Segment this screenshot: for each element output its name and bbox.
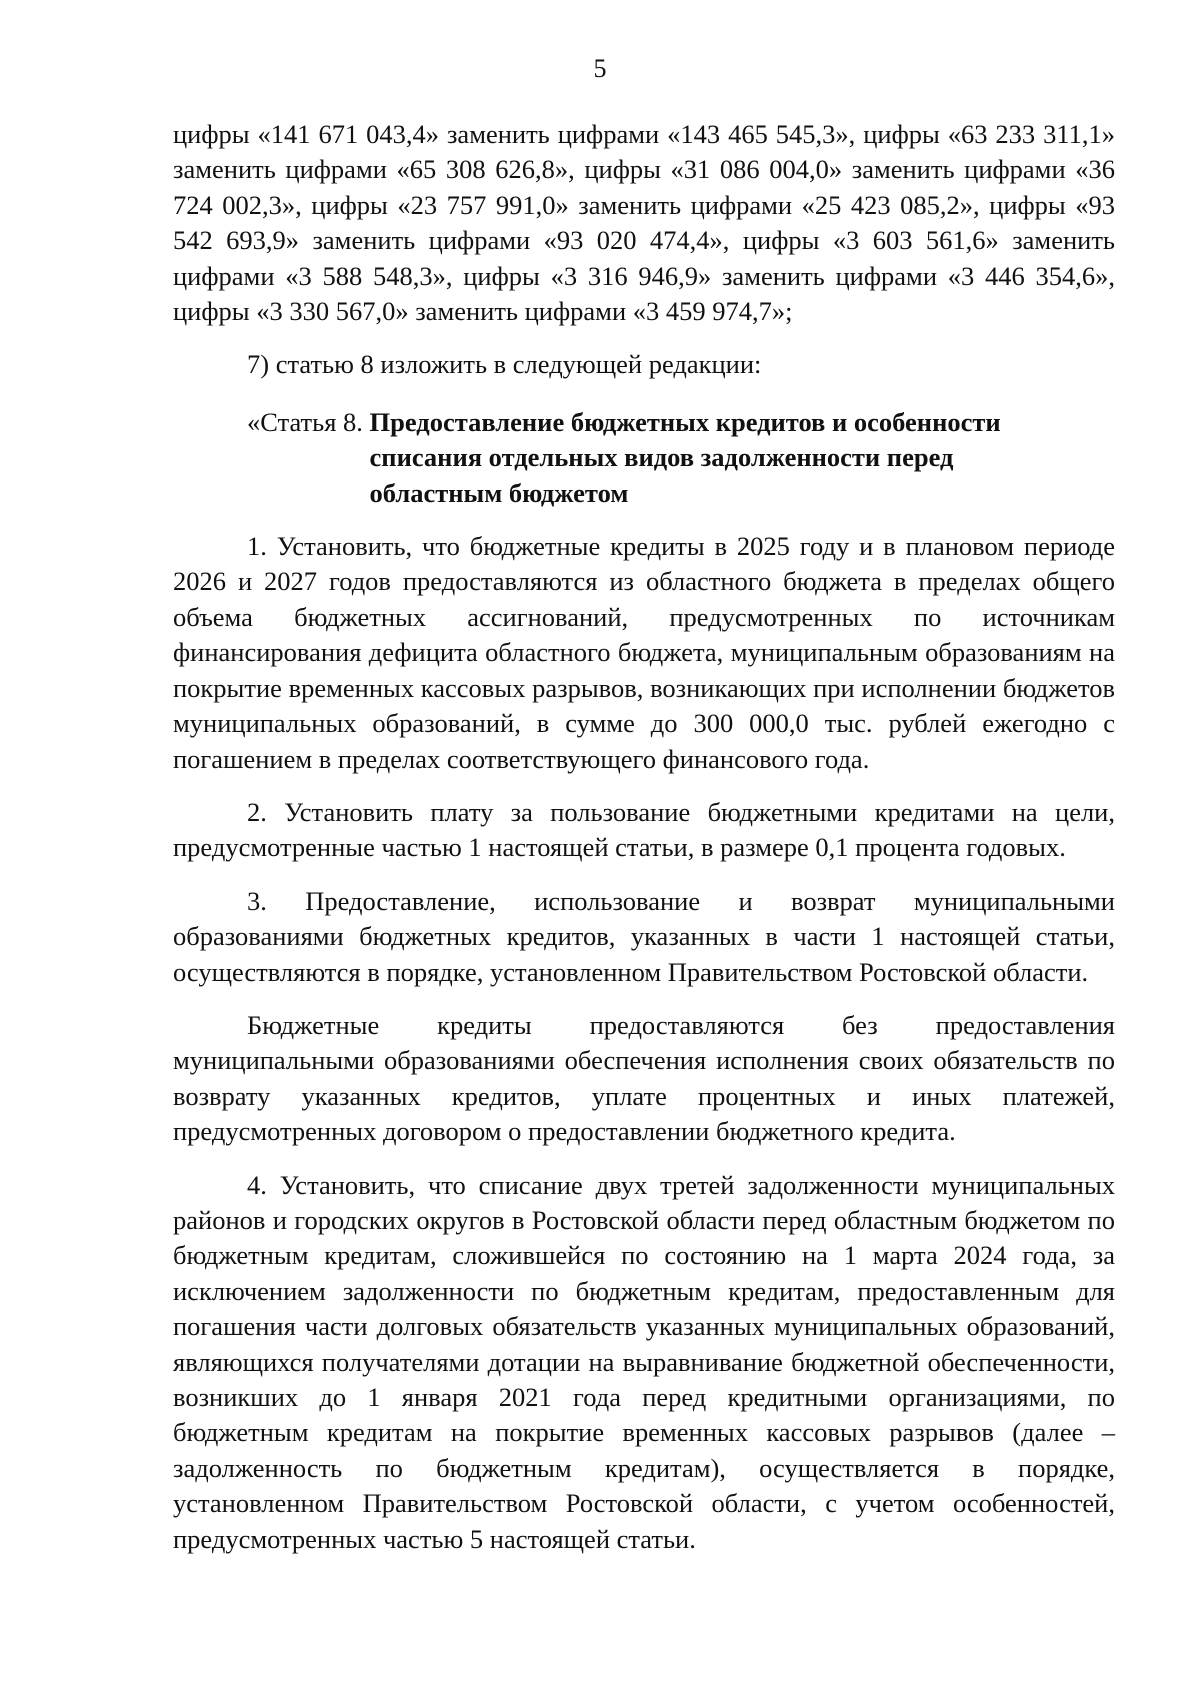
document-body — [173, 117, 1115, 1557]
paragraph-1: 1. Установить, что бюджетные кредиты в 2025 году и в плановом периоде 2026 и 2027 годов предоставляются из областного бюджета в пределах общего объема бюджетных ассигнований, предусмотренных по источникам финансирования дефицита областного бюджета, муниципальным образованиям на покрытие временных кассовых разрывов, возникающих при исполнении бюджетов муниципальных образований, в сумме до 300 000,0 тыс. рублей ежегодно с погашением в пределах соответствующего финансового года. — [173, 531, 1115, 774]
article-heading — [247, 405, 1115, 511]
paragraph-4: 4. Установить, что списание двух третей задолженности муниципальных районов и городских округов в Ростовской области перед областным бюджетом по бюджетным кредитам, сложившейся по состоянию на 1 марта 2024 года, за исключением задолженности по бюджетным кредитам, предоставленным для погашения части долговых обязательств указанных муниципальных образований, являющихся получателями дотации на выравнивание бюджетной обеспеченности, возникших до 1 января 2021 года перед кредитными организациями, по бюджетным кредитам на покрытие временных кассовых разрывов (далее – задолженность по бюджетным кредитам), осуществляется в порядке, установленном Правительством Ростовской области, с учетом особенностей, предусмотренных частью 5 настоящей статьи. — [173, 1169, 1115, 1554]
paragraph-3-continuation: Бюджетные кредиты предоставляются без предоставления муниципальными образованиями обеспечения исполнения своих обязательств по возврату указанных кредитов, уплате процентных и иных платежей, предусмотренных договором о предоставлении бюджетного кредита. — [173, 1009, 1115, 1147]
article-label: «Статья 8. — [247, 406, 370, 437]
page-number: 5 — [593, 54, 607, 83]
item-7-paragraph: 7) статью 8 изложить в следующей редакции: — [247, 349, 762, 380]
paragraph-3: 3. Предоставление, использование и возврат муниципальными образованиями бюджетных кредитов, указанных в части 1 настоящей статьи, осуществляются в порядке, установленном Правительством Ростовской области. — [173, 885, 1115, 987]
article-title: Предоставление бюджетных кредитов и особенности списания отдельных видов задолженности перед областным бюджетом — [369, 406, 1001, 508]
intro-paragraph: цифры «141 671 043,4» заменить цифрами «143 465 545,3», цифры «63 233 311,1» заменить цифрами «65 308 626,8», цифры «31 086 004,0» заменить цифрами «36 724 002,3», цифры «23 757 991,0» заменить цифрами «25 423 085,2», цифры «93 542 693,9» заменить цифрами «93 020 474,4», цифры «3 603 561,6» заменить цифрами «3 588 548,3», цифры «3 316 946,9» заменить цифрами «3 446 354,6», цифры «3 330 567,0» заменить цифрами «3 459 974,7»; — [173, 119, 1115, 327]
paragraph-2: 2. Установить плату за пользование бюджетными кредитами на цели, предусмотренные частью 1 настоящей статьи, в размере 0,1 процента годовых. — [173, 796, 1115, 863]
